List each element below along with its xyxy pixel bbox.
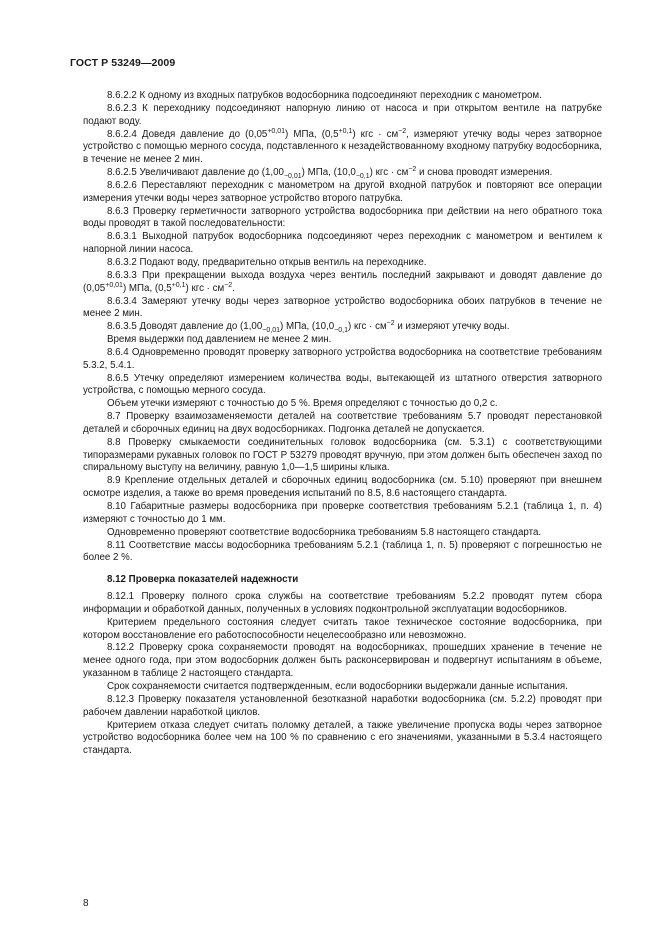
paragraph: 8.6.3 Проверку герметичности затворного устройства водосборника при действии на него обратного тока воды проводят в такой последовательности: bbox=[83, 205, 602, 230]
paragraph: 8.6.5 Утечку определяют измерением количества воды, вытекающей из штатного отверстия затворного устройства, с помощью мерного сосуда. bbox=[83, 372, 602, 397]
paragraph: 8.9 Крепление отдельных деталей и сборочных единиц водосборника (см. 5.10) проверяют при внешнем осмотре изделия, а также во время проведения испытаний по 8.5, 8.6 настоящего стандарта. bbox=[83, 475, 602, 500]
paragraph: 8.10 Габаритные размеры водосборника при проверке соответствия требованиям 5.2.1 (таблица 1, п. 4) измеряют с точностью до 1 мм. bbox=[83, 501, 602, 525]
paragraph: 8.6.3.5 Доводят давление до $(1,00_{-0,01})$ МПа, $(10,0_{-0,1})$ кгс · $см^{-2}$ и измеряют утечку воды. bbox=[107, 319, 510, 335]
paragraph: 8.6.2.5 Увеличивают давление до $(1,00_{-0,01})$ МПа, $(10,0_{-0,1})$ кгс · $см^{-2}$ и снова проводят измерения. bbox=[107, 165, 553, 180]
paragraph: 8.6.3.3 При прекращении выхода воздуха через вентиль последний закрывают и доводят давление до $(0,05^{+0,01})$ МПа, $(0,5^{+0,1})$ кгс · $см^{-2}$. bbox=[83, 269, 602, 294]
section-title: 8.12 Проверка показателей надежности bbox=[107, 574, 299, 586]
document-body bbox=[83, 90, 602, 758]
page-number: 8 bbox=[83, 898, 89, 909]
paragraph: Одновременно проверяют соответствие водосборника требованиям 5.8 настоящего стандарта. bbox=[107, 526, 542, 538]
paragraph: 8.8 Проверку смыкаемости соединительных головок водосборника (см. 5.3.1) с соответствующими типоразмерами рукавных головок по ГОСТ Р 53279 проводят вручную, при этом должен быть обеспечен заход по спиральному выступу на величину, равную 1,0—1,5 ширины клыка. bbox=[83, 436, 602, 474]
paragraph: 8.12.3 Проверку показателя установленной безотказной наработки водосборника (см. 5.2.2) проводят при рабочем давлении наработкой циклов. bbox=[83, 693, 602, 718]
paragraph: 8.11 Соответствие массы водосборника требованиям 5.2.1 (таблица 1, п. 5) проверяют с погрешностью не более 2 %. bbox=[83, 539, 602, 564]
paragraph: 8.6.4 Одновременно проводят проверку затворного устройства водосборника на соответствие требованиям 5.3.2, 5.4.1. bbox=[83, 346, 602, 371]
paragraph: 8.6.3.2 Подают воду, предварительно открыв вентиль на переходнике. bbox=[107, 256, 427, 268]
paragraph: 8.6.3.1 Выходной патрубок водосборника подсоединяют через переходник с манометром и вентилем к напорной линии насоса. bbox=[83, 231, 602, 256]
paragraph: 8.6.2.6 Переставляют переходник с манометром на другой входной патрубок и повторяют все операции измерения утечки воды через затворное устройство второго патрубка. bbox=[83, 179, 602, 204]
paragraph: Срок сохраняемости считается подтвержденным, если водосборники выдержали данные испытания. bbox=[107, 680, 568, 692]
paragraph: 8.7 Проверку взаимозаменяемости деталей на соответствие требованиям 5.7 проводят перестановкой деталей и сборочных единиц на двух водосборниках. Подгонка деталей не допускается. bbox=[83, 411, 602, 435]
paragraph: 8.12.2 Проверку срока сохраняемости проводят на водосборниках, прошедших хранение в течение не менее одного года, при этом водосборник должен быть расконсервирован и подвергнут испытаниям в объеме, указанном в таблице 2 настоящего стандарта. bbox=[83, 642, 602, 680]
paragraph: 8.6.2.2 К одному из входных патрубков водосборника подсоединяют переходник с манометром. bbox=[107, 90, 542, 101]
paragraph: Критерием отказа следует считать поломку деталей, а также увеличение пропуска воды через затворное устройство водосборника более чем на 100 % по сравнению с его значениями, указанными в 5.3.4 настоящего стандарта. bbox=[83, 719, 602, 757]
paragraph: Критерием предельного состояния следует считать такое техническое состояние водосборника, при котором восстановление его работоспособности нецелесообразно или невозможно. bbox=[83, 616, 602, 641]
paragraph: 8.6.3.4 Замеряют утечку воды через затворное устройство водосборника обоих патрубков в течение не менее 2 мин. bbox=[83, 295, 602, 320]
paragraph: 8.6.2.4 Доведя давление до $(0,05^{+0,01})$ МПа, $(0,5^{+0,1})$ кгс · $см^{-2}$, измеряют утечку воды через затворное устройство с помощью мерного сосуда, подставленного к незадействованному входному патрубку водосборника, в течение не менее 2 мин. bbox=[83, 127, 602, 166]
paragraph: 8.12.1 Проверку полного срока службы на соответствие требованиям 5.2.2 проводят путем сбора информации и обработкой данных, полученных в условиях подконтрольной эксплуатации водосборников. bbox=[83, 591, 602, 615]
paragraph: Объем утечки измеряют с точностью до 5 %. Время определяют с точностью до 0,2 с. bbox=[107, 398, 498, 410]
document-header-title: ГОСТ Р 53249—2009 bbox=[70, 57, 176, 69]
paragraph: 8.6.2.3 К переходнику подсоединяют напорную линию от насоса и при открытом вентиле на патрубке подают воду. bbox=[83, 102, 602, 127]
paragraph: Время выдержки под давлением не менее 2 мин. bbox=[107, 334, 332, 346]
